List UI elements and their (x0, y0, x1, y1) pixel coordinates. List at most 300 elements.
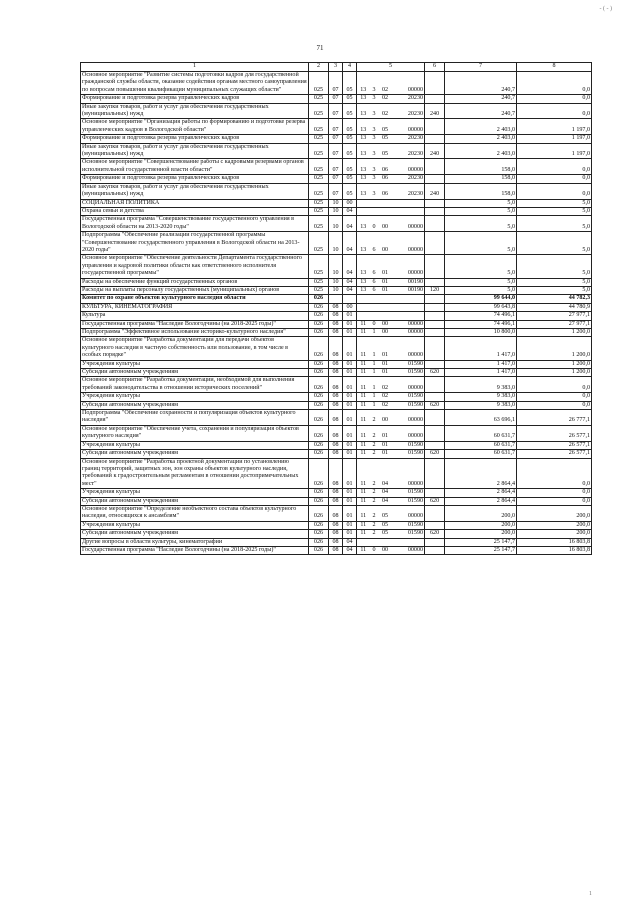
section-code: 07 (329, 159, 343, 175)
amount-year-1: 5,0 (445, 199, 517, 207)
direction-code: 00000 (392, 72, 425, 95)
row-name: Основное мероприятие "Разработка проектной документации по установлению границ территорий, защитных зон, зон охраны объектов культурного наследия, требований к градостроительным регламентам в отношении достопримечательных мест" (81, 458, 309, 489)
table-row (81, 199, 592, 207)
ministry-code: 026 (309, 401, 329, 409)
direction-code: 00190 (392, 278, 425, 286)
activity-code: 02 (379, 393, 392, 401)
expense-type (425, 278, 445, 286)
subsection-code (343, 295, 357, 303)
table-row (81, 360, 592, 368)
expense-type (425, 95, 445, 103)
section-code: 07 (329, 135, 343, 143)
ministry-code: 026 (309, 393, 329, 401)
amount-year-2: 5,0 (517, 216, 592, 232)
ministry-code: 026 (309, 546, 329, 554)
direction-code: 00000 (392, 337, 425, 360)
subprogram-code (370, 303, 379, 311)
amount-year-1: 74 496,1 (445, 320, 517, 328)
ministry-code: 026 (309, 312, 329, 320)
row-name: Субсидии автономным учреждениям (81, 369, 309, 377)
ministry-code: 026 (309, 441, 329, 449)
section-code: 08 (329, 329, 343, 337)
section-code: 10 (329, 207, 343, 215)
amount-year-2: 16 803,8 (517, 538, 592, 546)
expense-type: 240 (425, 103, 445, 119)
amount-year-1: 158,0 (445, 159, 517, 175)
amount-year-1: 60 631,7 (445, 450, 517, 458)
expense-type (425, 72, 445, 95)
amount-year-2: 0,0 (517, 183, 592, 199)
expense-type (425, 199, 445, 207)
ministry-code: 025 (309, 232, 329, 255)
expense-type (425, 337, 445, 360)
ministry-code: 026 (309, 377, 329, 393)
subprogram-code: 1 (370, 329, 379, 337)
program-code (357, 303, 370, 311)
direction-code: 00000 (392, 159, 425, 175)
amount-year-2: 44 780,9 (517, 303, 592, 311)
activity-code: 02 (379, 377, 392, 393)
row-name: Формирование и подготовка резерва управленческих кадров (81, 175, 309, 183)
direction-code: 00000 (392, 255, 425, 278)
subprogram-code (370, 538, 379, 546)
subsection-code: 01 (343, 401, 357, 409)
amount-year-1: 9 383,0 (445, 393, 517, 401)
direction-code: 20230 (392, 103, 425, 119)
header-cell-7: 7 (445, 63, 517, 72)
activity-code (379, 295, 392, 303)
amount-year-1: 5,0 (445, 216, 517, 232)
expense-type (425, 159, 445, 175)
expense-type (425, 441, 445, 449)
direction-code: 00000 (392, 425, 425, 441)
expense-type (425, 207, 445, 215)
activity-code: 02 (379, 401, 392, 409)
section-code: 07 (329, 72, 343, 95)
section-code: 10 (329, 199, 343, 207)
subsection-code: 01 (343, 312, 357, 320)
table-row (81, 410, 592, 426)
row-name: Основное мероприятие "Развитие системы подготовки кадров для государственной гражданской службы области, оказание содействия органам местного самоуправления по вопросам повышения квалификации муниципальных служащих области" (82, 72, 307, 93)
header-cell-5: 5 (357, 63, 425, 72)
table-body (81, 63, 592, 555)
section-code: 08 (329, 410, 343, 426)
amount-year-2: 0,0 (517, 401, 592, 409)
program-code: 11 (357, 521, 370, 529)
amount-year-1: 240,7 (445, 95, 517, 103)
row-name: Государственная программа "Совершенствование государственного управления в Вологодской области на 2013-2020 годы" (81, 216, 309, 232)
table-row (81, 521, 592, 529)
program-code: 13 (357, 232, 370, 255)
table-row (81, 95, 592, 103)
activity-code: 05 (379, 135, 392, 143)
table-row (81, 369, 592, 377)
program-code: 13 (357, 135, 370, 143)
amount-year-1: 74 496,1 (445, 312, 517, 320)
expense-type (425, 312, 445, 320)
program-code: 13 (357, 216, 370, 232)
direction-code (392, 207, 425, 215)
activity-code: 01 (379, 369, 392, 377)
direction-code (392, 303, 425, 311)
expense-type (425, 410, 445, 426)
amount-year-1: 200,0 (445, 505, 517, 521)
ministry-code: 026 (309, 329, 329, 337)
subsection-code: 05 (343, 119, 357, 135)
program-code (357, 538, 370, 546)
expense-type: 120 (425, 286, 445, 294)
section-code: 08 (329, 458, 343, 489)
program-code: 13 (357, 103, 370, 119)
amount-year-1: 158,0 (445, 183, 517, 199)
section-code: 07 (329, 119, 343, 135)
program-code (357, 312, 370, 320)
amount-year-1: 2 403,0 (445, 119, 517, 135)
section-code: 08 (329, 489, 343, 497)
section-code: 08 (329, 393, 343, 401)
expense-type (425, 175, 445, 183)
ministry-code: 025 (309, 143, 329, 159)
amount-year-1: 1 417,0 (445, 369, 517, 377)
table-row (81, 159, 592, 175)
direction-code: 01590 (392, 393, 425, 401)
header-row (81, 63, 592, 72)
section-code: 07 (329, 175, 343, 183)
amount-year-2: 5,0 (517, 199, 592, 207)
amount-year-1: 2 403,0 (445, 135, 517, 143)
activity-code: 00 (379, 410, 392, 426)
program-code: 13 (357, 72, 370, 95)
ministry-code: 025 (309, 159, 329, 175)
direction-code: 01590 (392, 441, 425, 449)
section-code: 08 (329, 369, 343, 377)
amount-year-1: 25 147,7 (445, 546, 517, 554)
activity-code: 02 (379, 103, 392, 119)
expense-type (425, 489, 445, 497)
program-code: 11 (357, 377, 370, 393)
section-code: 08 (329, 425, 343, 441)
subprogram-code: 6 (370, 232, 379, 255)
direction-code (392, 199, 425, 207)
activity-code: 01 (379, 255, 392, 278)
amount-year-1: 9 383,0 (445, 401, 517, 409)
expense-type (425, 377, 445, 393)
section-code: 07 (329, 103, 343, 119)
expense-type (425, 232, 445, 255)
ministry-code: 026 (309, 320, 329, 328)
row-name: Основное мероприятие "Разработка документации, необходимой для выполнения требований законодательства в отношении исторических поселений" (81, 377, 309, 393)
subsection-code: 04 (343, 255, 357, 278)
direction-code: 20230 (392, 135, 425, 143)
amount-year-1: 2 403,0 (445, 143, 517, 159)
activity-code: 00 (379, 216, 392, 232)
amount-year-2: 1 200,0 (517, 369, 592, 377)
subsection-code: 05 (343, 103, 357, 119)
ministry-code: 025 (309, 175, 329, 183)
subprogram-code: 3 (370, 143, 379, 159)
amount-year-1: 99 643,8 (445, 303, 517, 311)
direction-code: 00000 (392, 216, 425, 232)
program-code: 13 (357, 183, 370, 199)
subsection-code: 05 (343, 159, 357, 175)
direction-code (392, 295, 425, 303)
row-name: Субсидии автономным учреждениям (81, 401, 309, 409)
direction-code: 00000 (392, 329, 425, 337)
subsection-code: 01 (343, 410, 357, 426)
amount-year-1: 5,0 (445, 278, 517, 286)
row-name: Иные закупки товаров, работ и услуг для обеспечения государственных (муниципальных) нужд (81, 183, 309, 199)
subprogram-code: 1 (370, 401, 379, 409)
subsection-code: 01 (343, 393, 357, 401)
subsection-code: 05 (343, 175, 357, 183)
amount-year-2: 0,0 (517, 72, 592, 95)
ministry-code: 025 (309, 119, 329, 135)
program-code: 13 (357, 143, 370, 159)
row-name: Другие вопросы в области культуры, кинематографии (81, 538, 309, 546)
amount-year-1: 1 417,0 (445, 360, 517, 368)
subsection-code: 05 (343, 143, 357, 159)
row-name: Расходы на выплаты персоналу государственных (муниципальных) органов (81, 286, 309, 294)
amount-year-1: 5,0 (445, 255, 517, 278)
header-cell-1: 1 (81, 63, 309, 72)
amount-year-2: 200,0 (517, 505, 592, 521)
program-code: 13 (357, 286, 370, 294)
table-row (81, 255, 592, 278)
amount-year-2: 0,0 (517, 175, 592, 183)
subsection-code: 01 (343, 505, 357, 521)
activity-code: 04 (379, 458, 392, 489)
row-name: Комитет по охране объектов культурного наследия области (81, 295, 309, 303)
row-name: Государственная программа "Наследие Вологодчины (на 2018-2025 годы)" (81, 320, 309, 328)
table-row (81, 497, 592, 505)
row-name: Государственная программа "Наследие Вологодчины (на 2018-2025 годы)" (81, 546, 309, 554)
amount-year-1: 9 383,0 (445, 377, 517, 393)
subprogram-code (370, 312, 379, 320)
program-code: 11 (357, 458, 370, 489)
row-name: Основное мероприятие "Разработка документации для передачи объектов культурного наследия в частную собственность или пользование, в том числе в особых порядке" (81, 337, 309, 360)
expense-type (425, 135, 445, 143)
amount-year-2: 1 197,0 (517, 119, 592, 135)
expense-type: 620 (425, 401, 445, 409)
direction-code: 00000 (392, 458, 425, 489)
subsection-code: 01 (343, 530, 357, 538)
direction-code: 00000 (392, 410, 425, 426)
amount-year-2: 1 200,0 (517, 337, 592, 360)
amount-year-1: 240,7 (445, 103, 517, 119)
subprogram-code: 2 (370, 441, 379, 449)
subsection-code: 04 (343, 207, 357, 215)
program-code (357, 295, 370, 303)
subprogram-code: 3 (370, 103, 379, 119)
amount-year-2: 27 977,1 (517, 312, 592, 320)
ministry-code: 025 (309, 183, 329, 199)
subprogram-code: 3 (370, 159, 379, 175)
expense-type (425, 119, 445, 135)
expense-type (425, 303, 445, 311)
row-name: Формирование и подготовка резерва управленческих кадров (81, 135, 309, 143)
table-row (81, 216, 592, 232)
amount-year-1: 99 644,0 (445, 295, 517, 303)
row-name: Субсидии автономным учреждениям (81, 497, 309, 505)
direction-code: 00000 (392, 377, 425, 393)
subprogram-code: 1 (370, 377, 379, 393)
row-name: Учреждения культуры (81, 441, 309, 449)
table-row (81, 103, 592, 119)
program-code: 11 (357, 401, 370, 409)
subsection-code: 01 (343, 337, 357, 360)
amount-year-2: 26 577,1 (517, 450, 592, 458)
activity-code: 00 (379, 232, 392, 255)
direction-code: 01590 (392, 489, 425, 497)
subsection-code: 01 (343, 320, 357, 328)
direction-code: 00000 (392, 505, 425, 521)
program-code: 13 (357, 278, 370, 286)
direction-code (392, 312, 425, 320)
subprogram-code (370, 207, 379, 215)
subprogram-code: 0 (370, 546, 379, 554)
subprogram-code: 3 (370, 119, 379, 135)
subprogram-code: 2 (370, 425, 379, 441)
program-code: 11 (357, 393, 370, 401)
subsection-code: 04 (343, 286, 357, 294)
amount-year-2: 5,0 (517, 232, 592, 255)
expense-type: 620 (425, 497, 445, 505)
section-code: 07 (329, 183, 343, 199)
row-name: Подпрограмма "Эффективное использование историко-культурного наследия" (81, 329, 309, 337)
ministry-code: 026 (309, 425, 329, 441)
table-row (81, 337, 592, 360)
program-code (357, 207, 370, 215)
direction-code: 01590 (392, 530, 425, 538)
ministry-code: 026 (309, 489, 329, 497)
subprogram-code: 2 (370, 530, 379, 538)
subprogram-code: 3 (370, 183, 379, 199)
program-code: 11 (357, 369, 370, 377)
amount-year-2: 0,0 (517, 497, 592, 505)
subsection-code: 05 (343, 135, 357, 143)
amount-year-2: 1 197,0 (517, 135, 592, 143)
direction-code: 20230 (392, 175, 425, 183)
amount-year-2: 5,0 (517, 286, 592, 294)
amount-year-2: 5,0 (517, 278, 592, 286)
expense-type: 620 (425, 530, 445, 538)
ministry-code: 025 (309, 286, 329, 294)
program-code: 11 (357, 337, 370, 360)
table-row (81, 530, 592, 538)
subprogram-code: 2 (370, 410, 379, 426)
ministry-code: 025 (309, 207, 329, 215)
amount-year-2: 200,0 (517, 530, 592, 538)
page-number: 71 (316, 44, 324, 52)
header-cell-2: 2 (309, 63, 329, 72)
activity-code: 05 (379, 505, 392, 521)
row-name: Основное мероприятие "Обеспечение учета, сохранения и популяризация объектов культурного наследия" (81, 425, 309, 441)
program-code: 11 (357, 497, 370, 505)
amount-year-1: 1 417,0 (445, 337, 517, 360)
amount-year-2: 26 777,1 (517, 410, 592, 426)
direction-code: 20230 (392, 183, 425, 199)
activity-code: 06 (379, 183, 392, 199)
amount-year-2: 0,0 (517, 393, 592, 401)
subprogram-code: 2 (370, 458, 379, 489)
ministry-code: 025 (309, 278, 329, 286)
budget-table (80, 62, 592, 555)
section-code: 08 (329, 521, 343, 529)
amount-year-1: 5,0 (445, 207, 517, 215)
row-name: Подпрограмма "Обеспечение реализации государственной программы "Совершенствование государственного управления в Вологодской области на 2013-2020 годы" (81, 232, 309, 255)
subsection-code: 01 (343, 360, 357, 368)
amount-year-2: 1 200,0 (517, 329, 592, 337)
ministry-code: 025 (309, 95, 329, 103)
amount-year-1: 158,0 (445, 175, 517, 183)
section-code: 08 (329, 538, 343, 546)
program-code: 11 (357, 425, 370, 441)
program-code: 11 (357, 546, 370, 554)
activity-code: 00 (379, 546, 392, 554)
direction-code: 01590 (392, 521, 425, 529)
table-row (81, 286, 592, 294)
direction-code: 20230 (392, 95, 425, 103)
row-name: Субсидии автономным учреждениям (81, 450, 309, 458)
activity-code: 00 (379, 320, 392, 328)
activity-code: 05 (379, 143, 392, 159)
table-row (81, 72, 592, 95)
direction-code: 01590 (392, 497, 425, 505)
expense-type (425, 320, 445, 328)
subprogram-code: 1 (370, 369, 379, 377)
program-code: 11 (357, 530, 370, 538)
subsection-code: 01 (343, 377, 357, 393)
table-row (81, 295, 592, 303)
subprogram-code: 6 (370, 255, 379, 278)
amount-year-2: 27 977,1 (517, 320, 592, 328)
activity-code: 00 (379, 329, 392, 337)
direction-code: 01590 (392, 450, 425, 458)
amount-year-2: 16 803,8 (517, 546, 592, 554)
subsection-code: 01 (343, 521, 357, 529)
activity-code: 06 (379, 175, 392, 183)
table-row (81, 143, 592, 159)
corner-mark: - ( - ) (599, 6, 612, 12)
ministry-code: 025 (309, 135, 329, 143)
amount-year-2: 0,0 (517, 95, 592, 103)
direction-code: 01590 (392, 401, 425, 409)
section-code: 08 (329, 441, 343, 449)
ministry-code: 026 (309, 521, 329, 529)
table-row (81, 278, 592, 286)
row-name: Учреждения культуры (81, 489, 309, 497)
subsection-code: 01 (343, 441, 357, 449)
subprogram-code (370, 295, 379, 303)
table-row (81, 377, 592, 393)
table-row (81, 458, 592, 489)
subsection-code: 01 (343, 329, 357, 337)
row-name: Иные закупки товаров, работ и услуг для обеспечения государственных (муниципальных) нужд (81, 143, 309, 159)
direction-code (392, 538, 425, 546)
amount-year-2: 200,0 (517, 521, 592, 529)
section-code: 07 (329, 95, 343, 103)
subprogram-code: 3 (370, 95, 379, 103)
activity-code (379, 199, 392, 207)
activity-code: 01 (379, 441, 392, 449)
table-row (81, 505, 592, 521)
table-row (81, 183, 592, 199)
program-code: 11 (357, 329, 370, 337)
table-row (81, 489, 592, 497)
section-code: 08 (329, 497, 343, 505)
amount-year-1: 2 864,4 (445, 458, 517, 489)
ministry-code: 025 (309, 216, 329, 232)
